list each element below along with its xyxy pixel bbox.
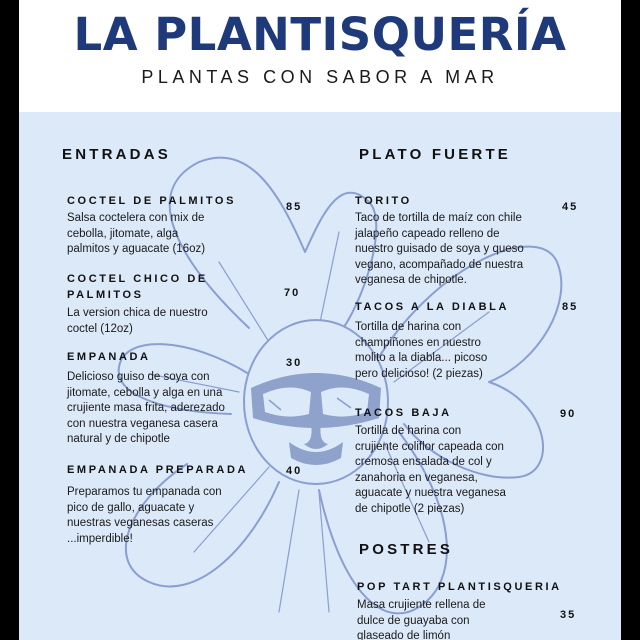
menu-item-description: Salsa coctelera con mix de cebolla, jitomate, alga palmitos y aguacate (16oz) — [67, 212, 206, 255]
restaurant-title: LA PLANTISQUERÍA — [73, 8, 567, 61]
menu-item-price: 45 — [562, 201, 579, 213]
menu-item-price: 85 — [286, 201, 303, 213]
section-heading-entradas: ENTRADAS — [62, 146, 171, 163]
menu-item-name: POP TART PLANTISQUERIA — [357, 581, 562, 593]
menu-item-price: 90 — [560, 408, 577, 420]
menu-item-name: COCTEL DE PALMITOS — [67, 195, 237, 207]
menu-item-description: Tortilla de harina con champiñones en nuestro molito a la diabla... picoso pero delicioso! (2 piezas) — [355, 321, 488, 380]
menu-item-name: TACOS A LA DIABLA — [355, 301, 509, 313]
menu-item-name: TACOS BAJA — [355, 407, 452, 419]
menu-item-price: 30 — [286, 357, 303, 369]
menu-item-description: Delicioso guiso de soya con jitomate, cebolla y alga en una crujiente masa frita, aderezado con nuestra veganesa casera natural y de chipotle — [67, 371, 225, 445]
menu-item-price: 70 — [284, 287, 301, 299]
menu-item-description: Masa crujiente rellena de dulce de guayaba con glaseado de limón — [357, 599, 486, 640]
menu-item-description: La version chica de nuestro coctel (12oz) — [67, 307, 208, 335]
menu-item-name: TORITO — [355, 195, 412, 207]
menu-item-name: EMPANADA PREPARADA — [67, 464, 249, 476]
menu-item-price: 35 — [560, 609, 577, 621]
section-heading-postres: POSTRES — [359, 541, 454, 558]
menu-item-price: 40 — [286, 465, 303, 477]
menu-item-price: 85 — [562, 301, 579, 313]
menu-item-description: Tortilla de harina con crujiente coliflor capeada con cremosa ensalada de col y zanahoria en veganesa, aguacate y nuestra veganesa de chipotle (2 piezas) — [355, 425, 506, 515]
restaurant-tagline: PLANTAS CON SABOR A MAR — [141, 67, 499, 87]
menu-item-description: Taco de tortilla de maíz con chile jalapeño capeado relleno de nuestro guisado de soya y queso vegano, acompañado de nuestra veganesa de chipotle. — [355, 212, 524, 286]
menu-item-name: EMPANADA — [67, 351, 151, 363]
menu-item-name: COCTEL CHICO DE PALMITOS — [67, 273, 208, 301]
menu-page — [19, 0, 621, 640]
section-heading-plato-fuerte: PLATO FUERTE — [359, 146, 512, 163]
menu-item-description: Preparamos tu empanada con pico de gallo, aguacate y nuestras veganesas caseras ...imperdible! — [67, 486, 222, 545]
menu-header — [19, 0, 621, 112]
